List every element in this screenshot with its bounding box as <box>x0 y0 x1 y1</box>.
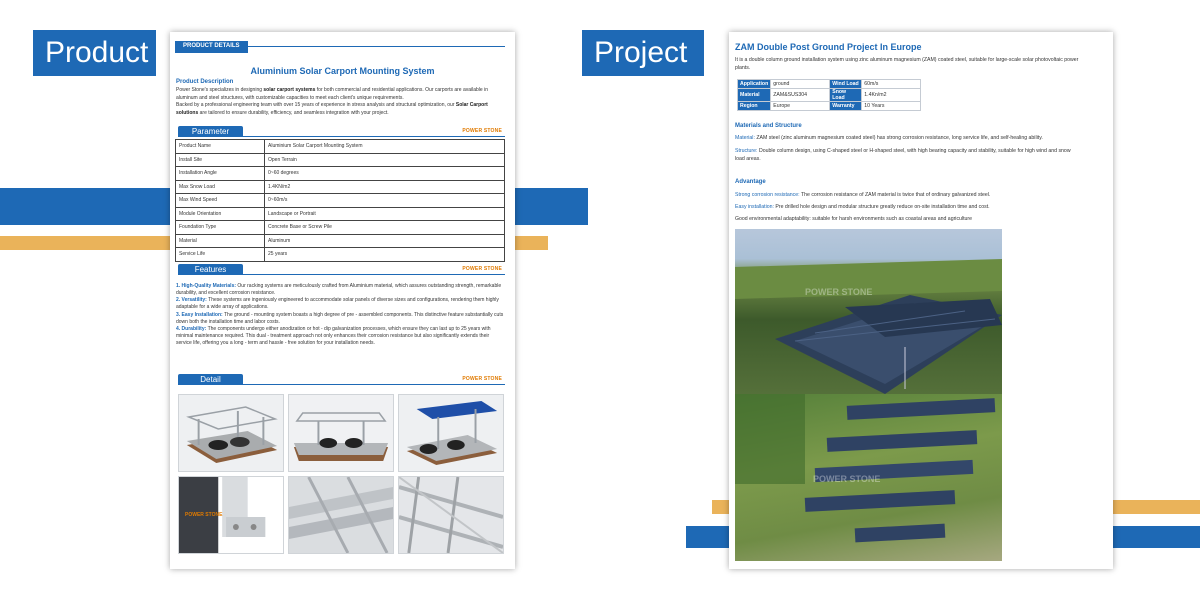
solar-farm-photo <box>735 229 1002 394</box>
parameter-row <box>176 207 505 221</box>
parameter-row <box>176 248 505 262</box>
parameter-value: Open Terrain <box>265 153 505 167</box>
parameter-name: Product Name <box>176 140 265 154</box>
carport-render-image <box>288 394 394 472</box>
parameter-name: Max Wind Speed <box>176 194 265 208</box>
product-details-header <box>175 34 505 47</box>
parameter-value: Landscape or Portrait <box>265 207 505 221</box>
parameter-section-bar <box>178 126 505 137</box>
parameter-name: Material <box>176 234 265 248</box>
product-description: Power Stone's specializes in designing solar carport systems for both commercial and residential applications. Our carports are available in aluminum and steel structures, with customizable capacities to meet each client's unique requirements. Backed by a professional engineering team with over 15 years of experience in stress analysis and structural optimization, our Solar Carport solutions are tailored to ensure durability, efficiency, and seamless integration with your project. <box>176 87 488 116</box>
brand-logo: POWER STONE <box>462 266 502 272</box>
parameter-row <box>176 140 505 154</box>
parameter-name: Service Life <box>176 248 265 262</box>
advantage-item: Strong corrosion resistance: The corrosion resistance of ZAM material is twice that of ordinary galvanized steel. <box>735 192 991 198</box>
parameter-value: Concrete Base or Screw Pile <box>265 221 505 235</box>
parameter-value: Aluminum <box>265 234 505 248</box>
detail-heading: Detail <box>178 374 243 385</box>
product-details-tab: PRODUCT DETAILS <box>175 41 248 53</box>
spec-row: Material ZAM&SUS304 Snow Load 1.4Kn/m2 <box>738 89 921 102</box>
parameter-row <box>176 153 505 167</box>
project-spec-table <box>737 79 921 111</box>
parameter-name: Installation Angle <box>176 167 265 181</box>
parameter-row <box>176 234 505 248</box>
advantage-item: Easy installation: Pre drilled hole design and modular structure greatly reduce on-site installation time and cost. <box>735 204 990 210</box>
feature-item: 4. Durability: The components undergo either anodization or hot - dip galvanization processes, which ensure they can last up to 25 years with minimal maintenance required. This dual - treatment approach not only enhances their corrosion resistance but also significantly extends their service life, offering you a long - term and hassle - free solution for your installation needs. <box>176 325 491 346</box>
parameter-row <box>176 180 505 194</box>
product-details-sheet <box>170 32 515 569</box>
feature-item: 2. Versatility: These systems are ingeniously engineered to accommodate solar panels of diverse sizes and configurations, rendering them highly adaptable for a wide array of applications. <box>176 297 499 311</box>
photo-watermark: POWER STONE <box>813 474 881 484</box>
parameter-table <box>175 139 505 262</box>
advantage-heading: Advantage <box>735 179 766 185</box>
project-sheet <box>729 32 1113 569</box>
features-list <box>176 283 506 347</box>
detail-section-bar <box>178 374 505 385</box>
carport-render-image <box>178 394 284 472</box>
parameter-row <box>176 167 505 181</box>
features-heading: Features <box>178 264 243 275</box>
project-title: ZAM Double Post Ground Project In Europe <box>735 42 922 52</box>
product-description-heading: Product Description <box>176 79 234 85</box>
carport-render-image <box>398 394 504 472</box>
parameter-name: Max Snow Load <box>176 180 265 194</box>
spec-row: Region Europe Warranty 10 Years <box>738 102 921 111</box>
parameter-name: Foundation Type <box>176 221 265 235</box>
parameter-name: Install Site <box>176 153 265 167</box>
parameter-name: Module Orientation <box>176 207 265 221</box>
structure-paragraph: Structure: Double column design, using C-shaped steel or H-shaped steel, with high bearing capacity and stability, suitable for high wind and snow load areas. <box>735 148 1071 162</box>
rail-detail-image <box>288 476 394 554</box>
detail-image-grid <box>178 394 504 554</box>
parameter-value: Aluminium Solar Carport Mounting System <box>265 140 505 154</box>
parameter-row <box>176 221 505 235</box>
parameter-value: 25 years <box>265 248 505 262</box>
advantage-item: Good environmental adaptability: suitable for harsh environments such as coastal areas and agriculture <box>735 216 973 222</box>
parameter-row <box>176 194 505 208</box>
bracket-detail-image <box>178 476 284 554</box>
product-label: Product <box>33 30 156 76</box>
brand-logo: POWER STONE <box>462 128 502 134</box>
project-label: Project <box>582 30 704 76</box>
frame-detail-image <box>398 476 504 554</box>
project-intro: It is a double column ground installation system using zinc aluminum magnesium (ZAM) coated steel, suitable for large-scale solar photovoltaic power plants. <box>735 57 1079 71</box>
brand-logo: POWER STONE <box>462 376 502 382</box>
product-title: Aluminium Solar Carport Mounting System <box>250 66 435 76</box>
feature-item: 3. Easy Installation: The ground - mounting system boasts a high degree of pre - assembled components. This distinctive feature substantially cuts down both the installation time and labor costs. <box>176 311 504 325</box>
solar-farm-aerial-photo <box>735 394 1002 561</box>
photo-watermark: POWER STONE <box>805 287 873 297</box>
watermark: POWER STONE <box>185 511 223 518</box>
feature-item: 1. High-Quality Materials: Our racking systems are meticulously crafted from Aluminium material, which assures outstanding strength, remarkable durability, and excellent corrosion resistance. <box>176 283 502 296</box>
parameter-value: 0~60 degrees <box>265 167 505 181</box>
materials-heading: Materials and Structure <box>735 123 802 129</box>
material-paragraph: Material: ZAM steel (zinc aluminum magnesium coated steel) has strong corrosion resistance, long service life, and self-healing ability. <box>735 135 1043 141</box>
parameter-value: 0~60m/s <box>265 194 505 208</box>
features-section-bar <box>178 264 505 275</box>
parameter-heading: Parameter <box>178 126 243 137</box>
parameter-value: 1.4KN/m2 <box>265 180 505 194</box>
spec-row: Application ground Wind Load 60m/s <box>738 80 921 89</box>
